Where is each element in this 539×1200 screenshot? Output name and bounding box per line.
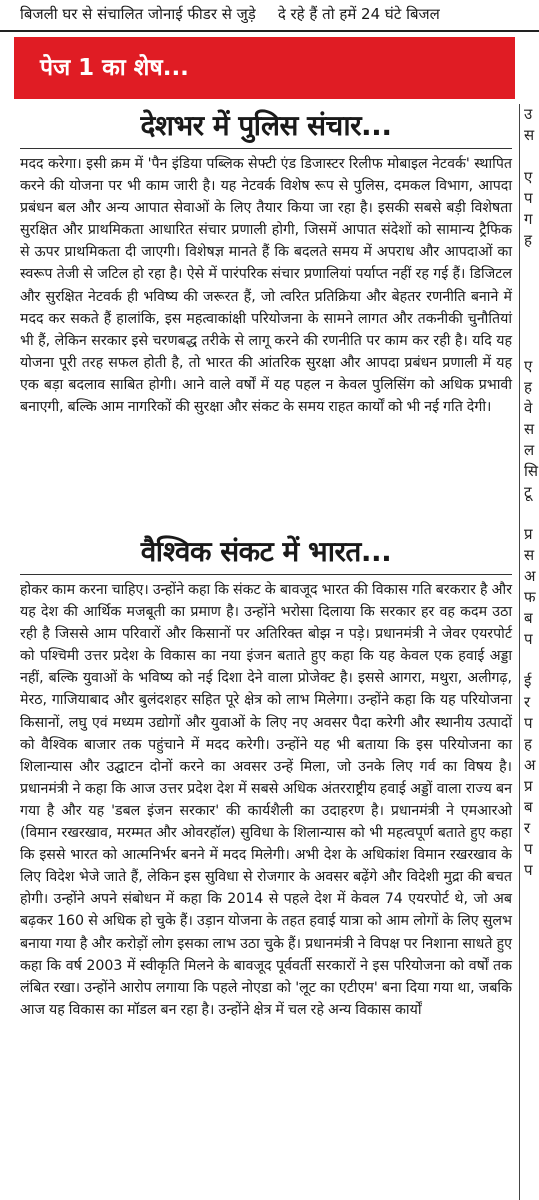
top-strip-right-text: दे रहे हैं तो हमें 24 घंटे बिजल bbox=[277, 5, 440, 23]
column-fragment-glyph: अ bbox=[524, 756, 536, 774]
column-fragment-glyph: फ bbox=[524, 588, 536, 606]
article-headline: वैश्विक संकट में भारत... bbox=[140, 535, 392, 568]
column-fragment-glyph: प्र bbox=[524, 525, 533, 543]
top-strip-left-text: बिजली घर से संचालित जोनाई फीडर से जुड़े bbox=[20, 5, 256, 23]
column-fragment-glyph: ब bbox=[524, 798, 533, 816]
column-fragment-glyph: ह bbox=[524, 378, 532, 396]
top-strip bbox=[0, 0, 539, 30]
article-body: होकर काम करना चाहिए। उन्होंने कहा कि संकट के बावजूद भारत की विकास गति बरकरार है और यह देश की आर्थिक मजबूती का प्रमाण है। उन्होंने भरोसा दिलाया कि सरकार हर वह कदम उठा रही है जिससे आम परिवारों और किसानों पर अतिरिक्त बोझ न पड़े। प्रधानमंत्री ने जेवर एयरपोर्ट को पश्चिमी उत्तर प्रदेश के विकास का नया इंजन बताते हुए कहा कि यह केवल एक हवाई अड्डा नहीं, बल्कि युवाओं के भविष्य को नई दिशा देने वाला प्रोजेक्ट है। इससे आगरा, मथुरा, अलीगढ़, मेरठ, गाजियाबाद और बुलंदशहर सहित पूरे क्षेत्र को लाभ मिलेगा। उन्होंने कहा कि यह परियोजना किसानों, लघु एवं मध्यम उद्योगों और युवाओं के लिए नए अवसर पैदा करेगी और स्थानीय उत्पादों को वैश्विक बाजार तक पहुंचाने में मदद करेगी। उन्होंने यह भी बताया कि इस परियोजना का शिलान्यास और उद्घाटन दोनों करने का अवसर उन्हें मिला, जो उनके लिए गर्व का विषय है। प्रधानमंत्री ने कहा कि आज उत्तर प्रदेश देश में सबसे अधिक अंतरराष्ट्रीय हवाई अड्डों वाला राज्य बन गया है और यह 'डबल इंजन सरकार' की कार्यशैली का उदाहरण है। प्रधानमंत्री ने एमआरओ (विमान रखरखाव, मरम्मत और ओवरहॉल) सुविधा के शिलान्यास को भी महत्वपूर्ण बताते हुए कहा कि इससे भारत को आत्मनिर्भर बनने में मदद मिलेगी। अभी देश के अधिकांश विमान रखरखाव के लिए विदेश भेजे जाते हैं, लेकिन इस सुविधा से रोजगार के अवसर बढ़ेंगे और विदेशी मुद्रा की बचत होगी। उन्होंने अपने संबोधन में कहा कि 2014 से पहले देश में केवल 74 एयरपोर्ट थे, जो अब बढ़कर 160 से अधिक हो चुके हैं। उड़ान योजना के तहत हवाई यात्रा को आम लोगों के लिए सुलभ बनाया गया है और करोड़ों लोग इसका लाभ उठा चुके हैं। प्रधानमंत्री ने विपक्ष पर निशाना साधते हुए कहा कि वर्ष 2003 में स्वीकृति मिलने के बावजूद पूर्ववर्ती सरकारों ने इस परियोजना को वर्षों तक लंबित रखा। उन्होंने आरोप लगाया कि पहले नोएडा को 'लूट का एटीएम' बना दिया गया था, जबकि आज यह विकास का मॉडल बन रहा है। उन्होंने क्षेत्र में चल रहे अन्य विकास कार्यों bbox=[20, 582, 512, 1018]
headline-divider bbox=[20, 148, 512, 149]
column-fragment-glyph: ह bbox=[524, 735, 532, 753]
column-fragment-glyph: ए bbox=[524, 357, 533, 375]
headline-divider bbox=[20, 574, 512, 575]
section-banner-title: पेज 1 का शेष... bbox=[40, 55, 189, 81]
column-fragment-glyph: सि bbox=[524, 462, 539, 480]
column-fragment-glyph: प bbox=[524, 714, 533, 732]
column-fragment-glyph: ब bbox=[524, 609, 533, 627]
column-fragment-glyph: स bbox=[524, 420, 535, 438]
column-fragment-glyph: ह bbox=[524, 231, 532, 249]
column-fragment-glyph: प bbox=[524, 189, 533, 207]
column-divider bbox=[519, 104, 520, 1200]
article-headline: देशभर में पुलिस संचार... bbox=[140, 109, 392, 142]
column-fragment-glyph: अ bbox=[524, 567, 536, 585]
column-fragment-glyph: उ bbox=[524, 105, 533, 123]
column-fragment-glyph: प bbox=[524, 630, 533, 648]
column-fragment-glyph: र bbox=[524, 693, 531, 711]
column-fragment-glyph: ए bbox=[524, 168, 533, 186]
article-global-crisis bbox=[20, 532, 512, 1021]
column-fragment-glyph: र bbox=[524, 819, 531, 837]
column-fragment-glyph: प bbox=[524, 840, 533, 858]
column-fragment-glyph: प्र bbox=[524, 777, 533, 795]
column-fragment-glyph: स bbox=[524, 126, 535, 144]
article-body: मदद करेगा। इसी क्रम में 'पैन इंडिया पब्लिक सेफ्टी एंड डिजास्टर रिलीफ मोबाइल नेटवर्क' स्थापित करने की योजना पर भी काम जारी है। यह नेटवर्क विशेष रूप से पुलिस, दमकल विभाग, आपदा प्रबंधन बल और अन्य आपात सेवाओं के लिए तैयार किया जा रहा है। इसकी सबसे बड़ी विशेषता सुरक्षित और प्राथमिकता आधारित संचार प्रणाली होगी, जिसमें आपात संदेशों को सामान्य ट्रैफिक से ऊपर प्राथमिकता दी जाएगी। विशेषज्ञ मानते हैं कि बदलते समय में अपराध और आपदाओं का स्वरूप तेजी से जटिल हो रहा है। ऐसे में पारंपरिक संचार प्रणालियां पर्याप्त नहीं रह गई हैं। डिजिटल और सुरक्षित नेटवर्क ही भविष्य की जरूरत हैं, जो त्वरित प्रतिक्रिया और बेहतर रणनीति बनाने में मदद कर सकते हैं हालांकि, इस महत्वाकांक्षी परियोजना के सामने लागत और तकनीकी चुनौतियां भी हैं, लेकिन सरकार इसे चरणबद्ध तरीके से लागू करने की रणनीति पर काम कर रही है। यदि यह योजना पूरी तरह सफल होती है, तो भारत की आंतरिक सुरक्षा और आपदा प्रबंधन प्रणाली में यह एक बड़ा बदलाव साबित होगी। आने वाले वर्षों में यह पहल न केवल पुलिसिंग को अधिक प्रभावी बनाएगी, बल्कि आम नागरिकों की सुरक्षा और संकट के समय राहत कार्यों को भी नई गति देगी। bbox=[20, 156, 512, 416]
column-fragment-glyph: ई bbox=[524, 672, 532, 690]
column-fragment-glyph: स bbox=[524, 546, 535, 564]
column-fragment-glyph: ग bbox=[524, 210, 533, 228]
top-divider bbox=[0, 30, 539, 32]
column-fragment-glyph: टू bbox=[524, 483, 532, 501]
column-fragment-glyph: ल bbox=[524, 441, 535, 459]
adjacent-column-fragment bbox=[524, 104, 539, 1200]
column-fragment-glyph: प bbox=[524, 861, 533, 879]
section-banner bbox=[14, 37, 515, 99]
column-fragment-glyph: वे bbox=[524, 399, 533, 417]
article-police-communication bbox=[20, 106, 512, 418]
